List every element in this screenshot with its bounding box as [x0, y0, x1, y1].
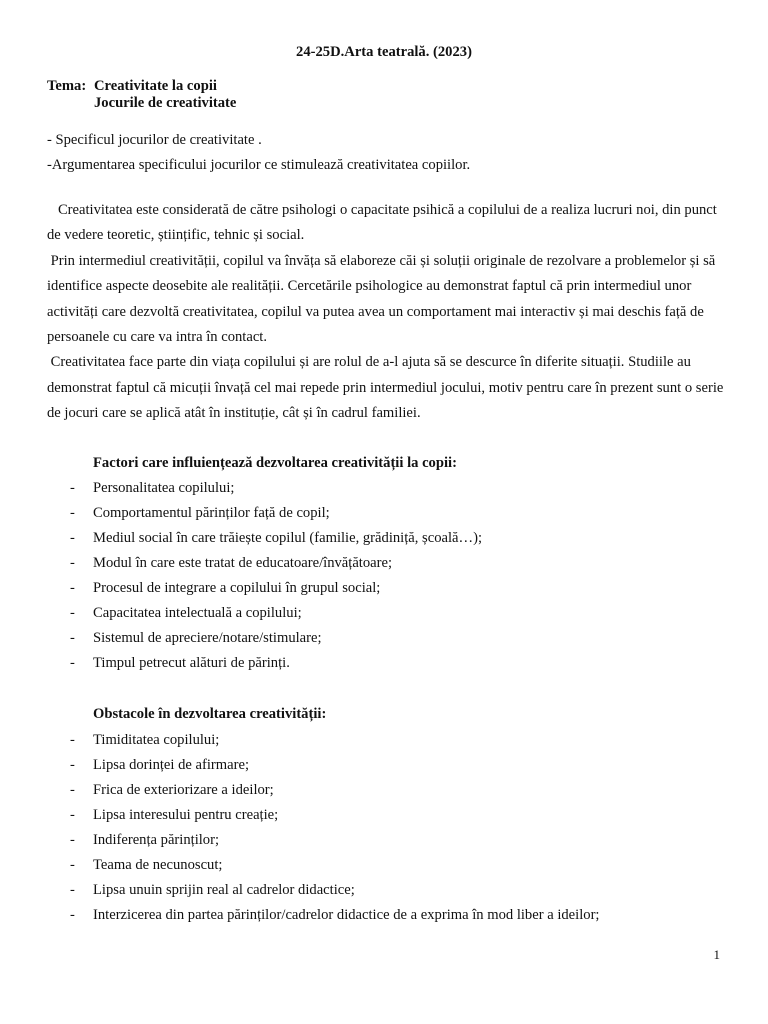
paragraph — [47, 198, 727, 427]
factors-heading: Factori care influiențează dezvoltarea creativității la copii: — [93, 455, 457, 471]
list-item-text: Procesul de integrare a copilului în grupul social; — [93, 580, 381, 596]
intro-line: -Argumentarea specificului jocurilor ce stimulează creativitatea copiilor. — [47, 157, 471, 173]
list-item-text: Frica de exteriorizare a ideilor; — [93, 782, 274, 798]
document-title: 24-25D.Arta teatrală. (2023) — [296, 44, 472, 60]
bullet-dash: - — [70, 605, 75, 621]
list-item-text: Comportamentul părinților față de copil; — [93, 505, 330, 521]
list-item-text: Lipsa interesului pentru creație; — [93, 807, 279, 823]
list-item-text: Timpul petrecut alături de părinți. — [93, 655, 290, 671]
list-item-text: Interzicerea din partea părinților/cadrelor didactice de a exprima în mod liber a ideilor; — [93, 907, 600, 923]
list-item-text: Modul în care este tratat de educatoare/învățătoare; — [93, 555, 393, 571]
theme-label: Tema: — [47, 78, 87, 94]
list-item-text: Timiditatea copilului; — [93, 732, 220, 748]
list-item-text: Indiferența părinților; — [93, 832, 220, 848]
obstacles-heading: Obstacole în dezvoltarea creativității: — [93, 706, 327, 722]
theme-line-2: Jocurile de creativitate — [94, 95, 237, 111]
bullet-dash: - — [70, 580, 75, 596]
intro-line: - Specificul jocurilor de creativitate . — [47, 132, 262, 148]
bullet-dash: - — [70, 555, 75, 571]
bullet-dash: - — [70, 882, 75, 898]
list-item-text: Personalitatea copilului; — [93, 480, 235, 496]
paragraph-2: Prin intermediul creativității, copilul va învăța să elaboreze căi și soluții originale de rezolvare a problemelor și să identifice aspecte deosebite ale realității. Cercetările psihologice au demonstrat faptul că prin intermediul unor activități care dezvoltă creativitatea, copilul va putea avea un comportament mai interactiv și mai deschis față de persoanele cu care va intra în contact. — [47, 252, 719, 346]
intro-block — [47, 128, 470, 178]
bullet-dash: - — [70, 857, 75, 873]
bullet-dash: - — [70, 480, 75, 496]
list-item-text: Lipsa unuin sprijin real al cadrelor didactice; — [93, 882, 355, 898]
paragraph-3: Creativitatea face parte din viața copilului și are rolul de a-l ajuta să se descurce în diferite situații. Studiile au demonstrat faptul că micuții învață cel mai repede prin intermediul jocului, motiv pentru care în prezent sunt o serie de jocuri care se aplică atât în instituție, cât și în cadrul familiei. — [47, 354, 728, 422]
bullet-dash: - — [70, 782, 75, 798]
page-number: 1 — [713, 947, 720, 962]
bullet-dash: - — [70, 505, 75, 521]
bullet-dash: - — [70, 907, 75, 923]
bullet-dash: - — [70, 630, 75, 646]
list-item-text: Sistemul de apreciere/notare/stimulare; — [93, 630, 322, 646]
list-item-text: Mediul social în care trăiește copilul (familie, grădiniță, școală…); — [93, 530, 483, 546]
list-item-text: Teama de necunoscut; — [93, 857, 223, 873]
theme-block — [47, 78, 236, 112]
list-item-text: Capacitatea intelectuală a copilului; — [93, 605, 302, 621]
bullet-dash: - — [70, 807, 75, 823]
bullet-dash: - — [70, 757, 75, 773]
paragraph-1: Creativitatea este considerată de către psihologi o capacitate psihică a copilului de a realiza lucruri noi, din punct de vedere teoretic, științific, tehnic și social. — [47, 202, 721, 244]
bullet-dash: - — [70, 732, 75, 748]
list-item-text: Lipsa dorinței de afirmare; — [93, 757, 250, 773]
bullet-dash: - — [70, 655, 75, 671]
bullet-dash: - — [70, 530, 75, 546]
bullet-dash: - — [70, 832, 75, 848]
theme-line-1: Creativitate la copii — [94, 78, 217, 94]
